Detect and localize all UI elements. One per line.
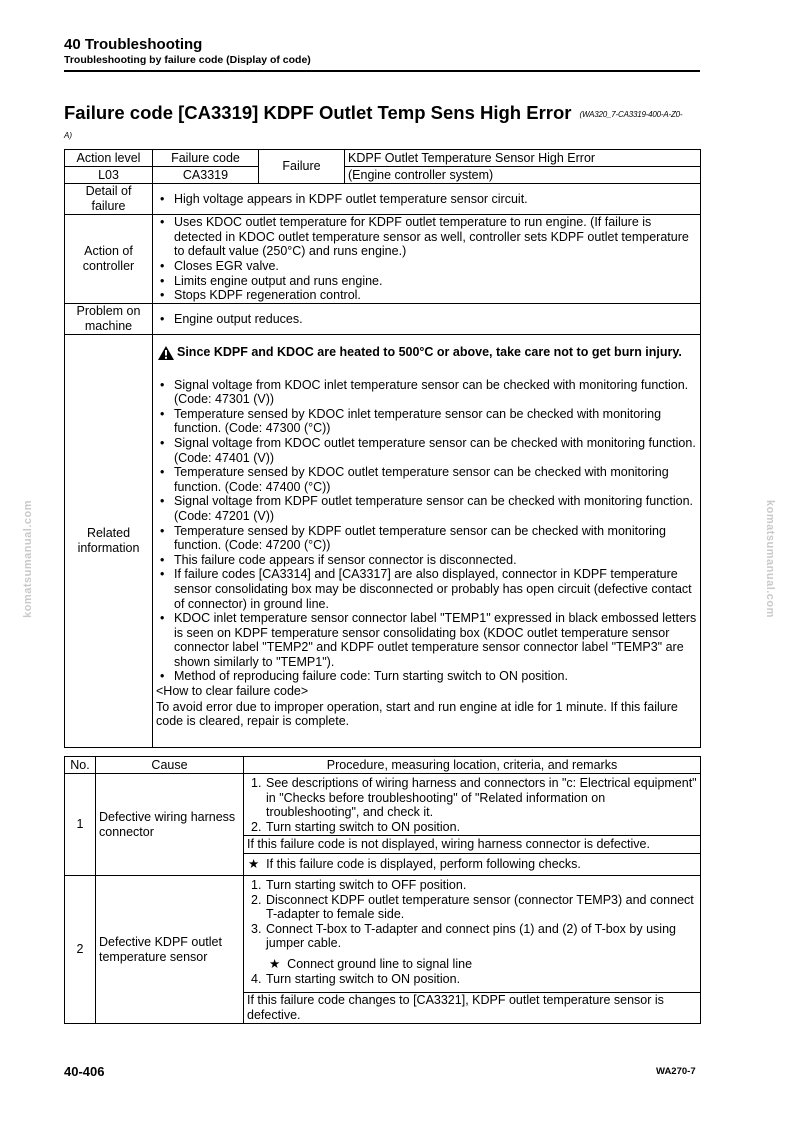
action-label: Action of controller: [65, 215, 153, 304]
list-item: • Signal voltage from KDOC inlet temperature sensor can be checked with monitoring function. (Code: 47301 (V)): [156, 378, 697, 407]
detail-list: [156, 192, 697, 207]
watermark-right: komatsumanual.com: [764, 500, 776, 618]
related-cell: [153, 335, 701, 748]
table-row: [65, 876, 701, 993]
action-cell: [153, 215, 701, 304]
list-item: • Method of reproducing failure code: Turn starting switch to ON position.: [156, 669, 697, 684]
title-ref-cont: A): [64, 131, 72, 140]
row-star-note: ★ If this failure code is displayed, perform following checks.: [244, 854, 701, 876]
header-no: No.: [65, 757, 96, 774]
list-item: • Signal voltage from KDOC outlet temperature sensor can be checked with monitoring function. (Code: 47401 (V)): [156, 436, 697, 465]
row-cause: Defective KDPF outlet temperature sensor: [96, 876, 244, 1024]
list-item: • Closes EGR valve.: [156, 259, 697, 274]
step-list: [247, 972, 697, 987]
action-level-value: L03: [65, 167, 153, 184]
list-item: • Signal voltage from KDPF outlet temperature sensor can be checked with monitoring function. (Code: 47201 (V)): [156, 494, 697, 523]
page-title: [64, 102, 704, 124]
burn-warning: [156, 345, 697, 364]
clear-heading: <How to clear failure code>: [156, 684, 309, 699]
title-ref: (WA320_7-CA3319-400-A-Z0-: [579, 109, 683, 119]
related-label: Related information: [65, 335, 153, 748]
action-level-label: Action level: [65, 150, 153, 167]
step-list: [247, 878, 697, 951]
problem-label: Problem on machine: [65, 304, 153, 335]
problem-cell: [153, 304, 701, 335]
list-item: • Uses KDOC outlet temperature for KDPF outlet temperature to run engine. (If failure is detected in KDOC outlet temperature sensor as well, controller sets KDPF outlet temperature to default value (250°C) and runs engine.): [156, 215, 697, 259]
list-item: • Engine output reduces.: [156, 312, 697, 327]
section-title: 40 Troubleshooting: [64, 36, 203, 53]
action-list: [156, 215, 697, 303]
star-icon: ★: [248, 857, 260, 872]
problem-list: [156, 312, 697, 327]
model-number: WA270-7: [656, 1066, 696, 1077]
header-cause: Cause: [96, 757, 244, 774]
detail-label: Detail of failure: [65, 184, 153, 215]
title-text: Failure code [CA3319] KDPF Outlet Temp Sens High Error: [64, 102, 572, 123]
star-icon: ★: [269, 956, 281, 971]
row-steps: [244, 876, 701, 993]
list-item: 4. Turn starting switch to ON position.: [251, 971, 461, 986]
failure-system: (Engine controller system): [345, 167, 701, 184]
list-item: 2. Disconnect KDPF outlet temperature sensor (connector TEMP3) and connect T-adapter to female side.: [251, 892, 694, 922]
row-result: If this failure code is not displayed, wiring harness connector is defective.: [244, 836, 701, 854]
subsection-title: Troubleshooting by failure code (Display of code): [64, 54, 311, 66]
failure-code-label: Failure code: [153, 150, 259, 167]
row-steps: [244, 774, 701, 836]
watermark-left: komatsumanual.com: [22, 500, 34, 618]
header-rule: [64, 70, 700, 72]
list-item: • Temperature sensed by KDOC outlet temperature sensor can be checked with monitoring function. (Code: 47400 (°C)): [156, 465, 697, 494]
list-item: • If failure codes [CA3314] and [CA3317] are also displayed, connector in KDPF temperature sensor consolidating box may be disconnected or probably has open circuit (defective contact of connector) in ground line.: [156, 567, 697, 611]
page-number: 40-406: [64, 1064, 105, 1079]
clear-text: To avoid error due to improper operation, start and run engine at idle for 1 minute. If this failure code is cleared, repair is complete.: [156, 699, 678, 729]
list-item: • High voltage appears in KDPF outlet temperature sensor circuit.: [156, 192, 697, 207]
row-result: If this failure code changes to [CA3321], KDPF outlet temperature sensor is defective.: [244, 993, 701, 1024]
list-item: • Temperature sensed by KDOC inlet temperature sensor can be checked with monitoring function. (Code: 47300 (°C)): [156, 407, 697, 436]
list-item: • Temperature sensed by KDPF outlet temperature sensor can be checked with monitoring function. (Code: 47200 (°C)): [156, 524, 697, 553]
row-star-note: ★ Connect ground line to signal line: [269, 956, 473, 971]
list-item: 1. Turn starting switch to OFF position.: [251, 878, 467, 892]
list-item: • Stops KDPF regeneration control.: [156, 288, 697, 303]
failure-info-table: [64, 149, 701, 748]
warning-text: Since KDPF and KDOC are heated to 500°C or above, take care not to get burn injury.: [177, 345, 682, 359]
warning-icon: [158, 346, 174, 364]
step-list: [247, 776, 697, 834]
cause-table: [64, 756, 701, 1024]
row-no: 1: [65, 774, 96, 876]
header-procedure: Procedure, measuring location, criteria, and remarks: [244, 757, 701, 774]
failure-code-value: CA3319: [153, 167, 259, 184]
row-cause: Defective wiring harness connector: [96, 774, 244, 876]
table-row: [65, 774, 701, 836]
list-item: 3. Connect T-box to T-adapter and connect pins (1) and (2) of T-box by using jumper cable.: [251, 921, 676, 951]
row-no: 2: [65, 876, 96, 1024]
failure-name: KDPF Outlet Temperature Sensor High Error: [345, 150, 701, 167]
page-header: [64, 36, 699, 67]
list-item: • This failure code appears if sensor connector is disconnected.: [156, 553, 697, 568]
list-item: 2. Turn starting switch to ON position.: [251, 819, 461, 834]
failure-label: Failure: [259, 150, 345, 184]
list-item: • KDOC inlet temperature sensor connector label "TEMP1" expressed in black embossed letters is seen on KDPF temperature sensor consolidating box (KDOC outlet temperature sensor connector label "TEMP2" and KDPF outlet temperature sensor connector label "TEMP3" are shown similarly to "TEMP1").: [156, 611, 697, 669]
detail-cell: [153, 184, 701, 215]
list-item: 1. See descriptions of wiring harness and connectors in "c: Electrical equipment" in "Checks before troubleshooting" of "Related information on troubleshooting", and check it.: [251, 776, 697, 820]
related-list: [156, 378, 697, 684]
list-item: • Limits engine output and runs engine.: [156, 274, 697, 289]
